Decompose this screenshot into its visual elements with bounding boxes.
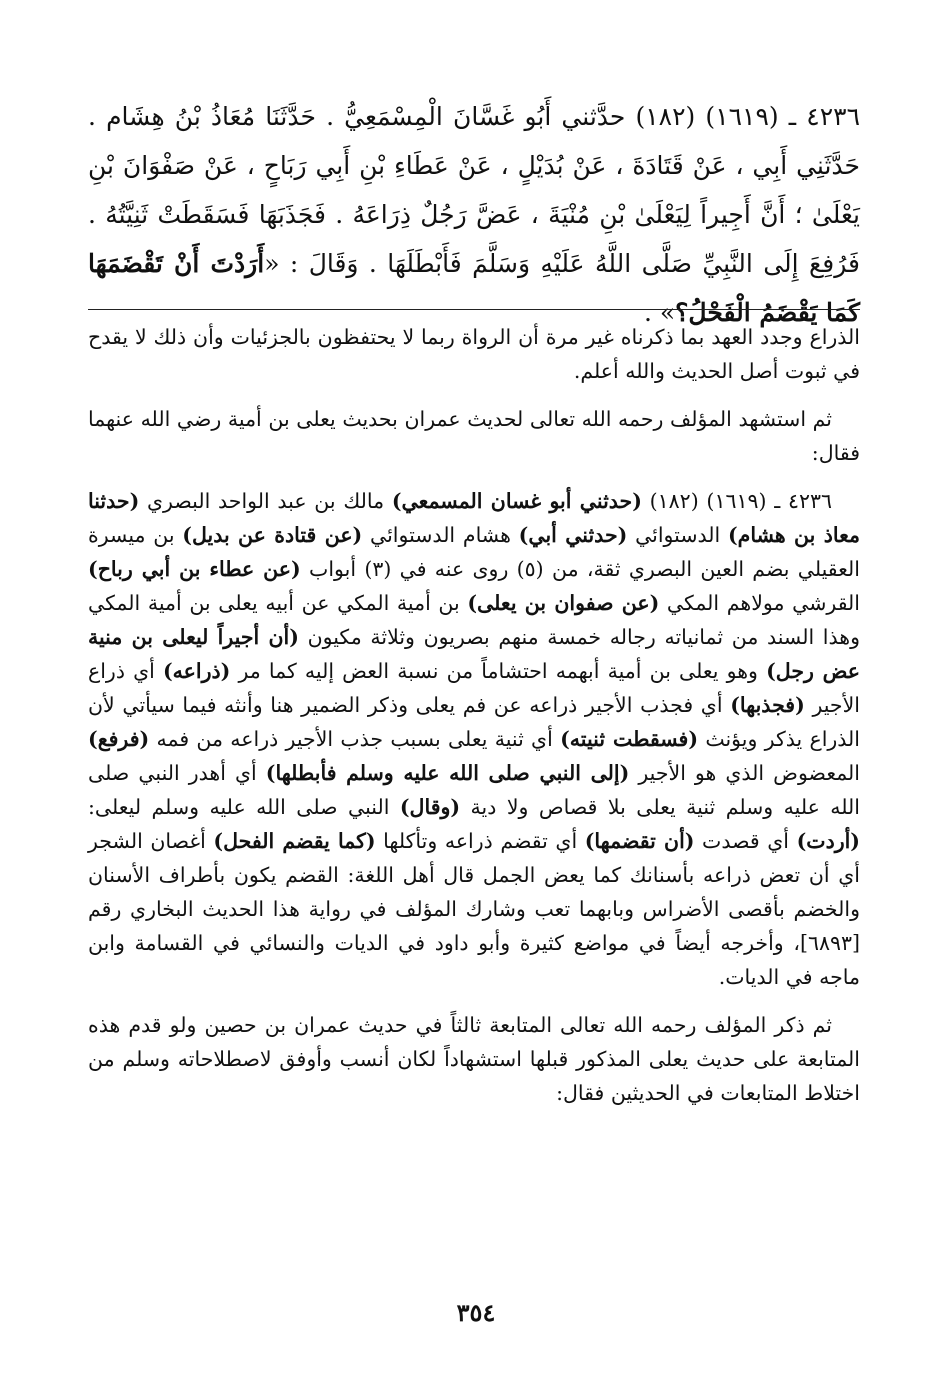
page-number: ٣٥٤ (456, 1298, 496, 1327)
commentary-text: مالك بن عبد الواحد البصري (139, 489, 392, 513)
commentary-bold: (حدثنا معاذ بن هشام) (88, 489, 860, 547)
commentary-bold: (فرفع) (88, 727, 150, 751)
commentary-bold: (فجذبها) (730, 693, 805, 717)
hadith-quote-bold: أَرَدْتَ أَنْ تَقْضَمَهَا كَمَا يَقْضَمُ الْفَحْلُ؟ (88, 249, 860, 327)
commentary-text: أي أهدر النبي صلى الله عليه وسلم ثنية يعلى بلا قصاص ولا دية (88, 761, 860, 819)
commentary-text: وهو يعلى بن أمية أبهمه احتشاماً من نسبة العض إليه كما مر (230, 659, 767, 683)
commentary-text: أي فجذب الأجير ذراعه عن فم يعلى وذكر الضمير هنا وأنثه فيما سيأتي لأن الذراع يذكر ويؤنث (88, 693, 860, 751)
commentary-bold: (حدثني أبي) (518, 523, 628, 547)
hadith-number-line: ٤٢٣٦ ـ (١٦١٩) (١٨٢) حدَّثني أَبُو غَسَّانَ الْمِسْمَعِيُّ . حَدَّثَنَا مُعَاذُ بْنُ هِشَام . (88, 102, 860, 131)
hadith-text-block (88, 92, 860, 337)
commentary-text: أي قصدت (694, 829, 797, 853)
footnote-divider (88, 309, 860, 310)
commentary-bold: (حدثني أبو غسان المسمعي) (391, 489, 642, 513)
commentary-text: ٤٢٣٦ ـ (١٦١٩) (١٨٢) (641, 489, 832, 513)
hadith-body: حَدَّثَنِي أَبِي ، عَنْ قَتَادَةَ ، عَنْ بُدَيْلٍ ، عَنْ عَطَاءِ بْنِ أَبِي رَبَاحٍ ، عَنْ صَفْوَانَ بْنِ يَعْلَىٰ ؛ أَنَّ أَجِيراً لِيَعْلَىٰ بْنِ مُنْيَةَ ، عَضَّ رَجُلٌ ذِرَاعَهُ . فَجَذَبَهَا فَسَقَطَتْ ثَنِيَّتُهُ . فَرُفِعَ إِلَى النَّبِيِّ صَلَّى اللَّهُ عَلَيْهِ وَسَلَّمَ فَأَبْطَلَهَا . وَقَالَ : « (88, 151, 861, 278)
commentary-text: بن ميسرة العقيلي بضم العين البصري ثقة، من (٥) روى عنه في (٣) أبواب (88, 523, 860, 581)
commentary-bold: (إلى النبي صلى الله عليه وسلم فأبطلها) (265, 761, 630, 785)
commentary-text: أي ثنية يعلى بسبب جذب الأجير ذراعه من فمه (149, 727, 561, 751)
commentary-paragraph-4: ثم ذكر المؤلف رحمه الله تعالى المتابعة ثالثاً في حديث عمران بن حصين ولو قدم هذه المتابعة على حديث يعلى المذكور قبلها استشهاداً لكان أنسب وأوفق لاصطلاحاته وسلم من اختلاط المتابعات في الحديثين فقال: (88, 1013, 860, 1105)
commentary-paragraph-1: الذراع وجدد العهد بما ذكرناه غير مرة أن الرواة ربما لا يحتفظون بالجزئيات وأن ذلك لا يقدح في ثبوت أصل الحديث والله أعلم. (88, 325, 860, 383)
commentary-paragraph-2: ثم استشهد المؤلف رحمه الله تعالى لحديث عمران بحديث يعلى بن أمية رضي الله عنهما فقال: (88, 407, 860, 465)
commentary-bold: (أردت) (796, 829, 860, 853)
book-page (88, 92, 860, 1362)
commentary-bold: (وقال) (399, 795, 461, 819)
commentary-text: أي ذراع الأجير (88, 659, 860, 717)
commentary-text: أي تقضم ذراعه وتأكلها (375, 829, 585, 853)
commentary-bold: (عن قتادة عن بديل) (182, 523, 363, 547)
commentary-bold: (ذراعه) (162, 659, 231, 683)
commentary-text: القرشي مولاهم المكي (659, 591, 860, 615)
hadith-end: » . (643, 298, 676, 327)
commentary-text: النبي صلى الله عليه وسلم ليعلى: (88, 795, 400, 819)
commentary-text: المعضوض الذي هو الأجير (629, 761, 860, 785)
commentary-text: الدستوائي (627, 523, 728, 547)
commentary-text: بن أمية المكي عن أبيه يعلى بن أمية المكي وهذا السند من ثمانياته رجاله خمسة منهم بصريون وثلاثة مكيون (88, 591, 860, 649)
commentary-bold: (أن تقضمها) (584, 829, 695, 853)
hadith-text (88, 92, 860, 337)
commentary-block (88, 320, 860, 1124)
commentary-bold: (أن أجيراً ليعلى بن منية عض رجل) (88, 625, 860, 683)
commentary-text: هشام الدستوائي (362, 523, 519, 547)
commentary-bold: (كما يقضم الفحل) (213, 829, 376, 853)
commentary-text: أغصان الشجر أي أن تعض ذراعه بأسنانك كما يعض الجمل قال أهل اللغة: القضم يكون بأطراف الأسنان والخضم بأقصى الأضراس وبابهما تعب وشارك المؤلف في رواية هذا الحديث البخاري رقم [٦٨٩٣]، وأخرجه أيضاً في مواضع كثيرة وأبو داود في الديات والنسائي في القسامة وابن ماجه في الديات. (88, 829, 860, 989)
commentary-paragraph-3 (88, 484, 860, 994)
commentary-bold: (عن عطاء بن أبي رباح) (88, 557, 301, 581)
commentary-bold: (عن صفوان بن يعلى) (467, 591, 660, 615)
commentary-bold: (فسقطت ثنيته) (560, 727, 699, 751)
